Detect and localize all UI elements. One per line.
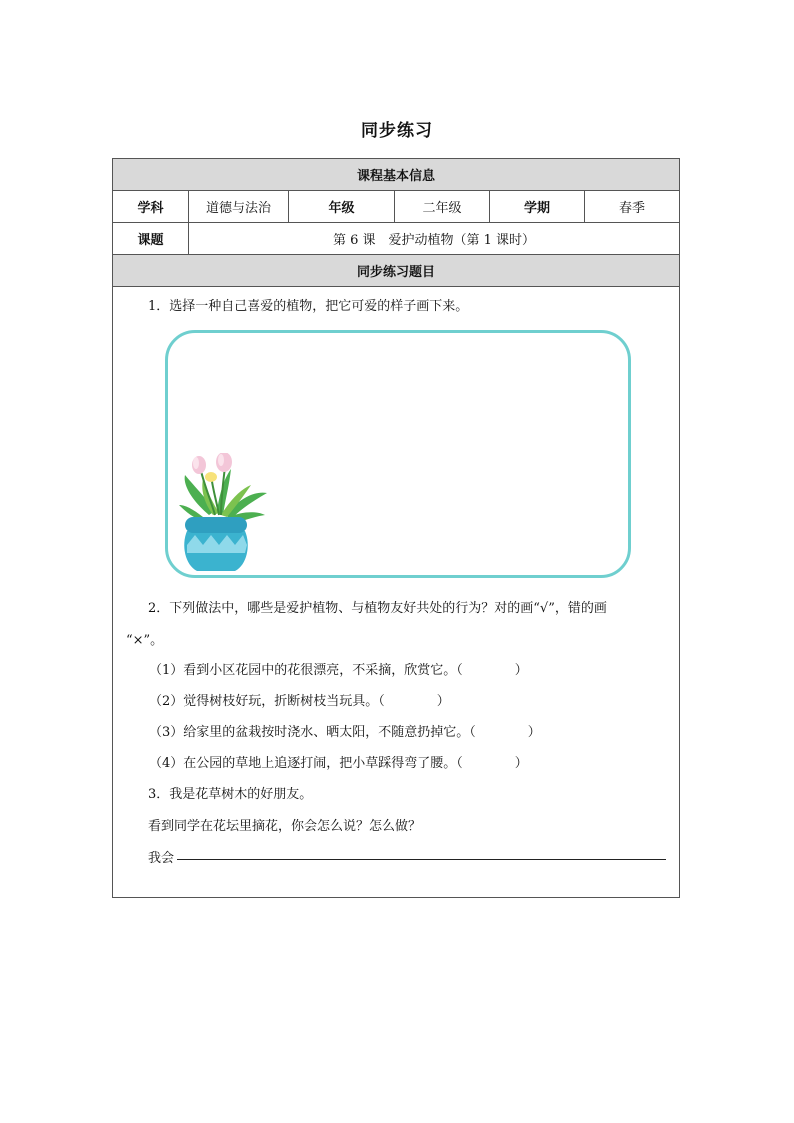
answer-label: 我会 bbox=[148, 851, 175, 866]
exercise-header-row bbox=[113, 255, 679, 287]
question-3-prompt: 看到同学在花坛里摘花，你会怎么说？怎么做？ bbox=[148, 819, 422, 834]
answer-line[interactable] bbox=[177, 859, 666, 860]
exercise-header: 同步练习题目 bbox=[356, 265, 435, 280]
grade-value: 二年级 bbox=[395, 191, 490, 222]
info-header: 课程基本信息 bbox=[356, 169, 435, 184]
subject-value: 道德与法治 bbox=[189, 191, 289, 222]
question-2-item-2: （2）觉得树枝好玩，折断树枝当玩具。（ ） bbox=[149, 694, 450, 709]
info-header-row bbox=[113, 159, 679, 191]
info-row bbox=[113, 191, 679, 223]
subject-label: 学科 bbox=[113, 191, 189, 222]
question-2-line-1: 2．下列做法中，哪些是爱护植物、与植物友好共处的行为？对的画“√”，错的画 bbox=[148, 601, 607, 616]
question-1: 1．选择一种自己喜爱的植物，把它可爱的样子画下来。 bbox=[148, 299, 469, 314]
grade-label: 年级 bbox=[289, 191, 395, 222]
term-value: 春季 bbox=[618, 201, 645, 216]
question-2-item-3: （3）给家里的盆栽按时浇水、晒太阳，不随意扔掉它。（ ） bbox=[149, 725, 541, 740]
term-label: 学期 bbox=[490, 191, 585, 222]
potted-tulip-illustration bbox=[179, 453, 269, 573]
question-2-item-4: （4）在公园的草地上追逐打闹，把小草踩得弯了腰。（ ） bbox=[149, 756, 528, 771]
topic-row bbox=[113, 223, 679, 255]
question-2-item-1: （1）看到小区花园中的花很漂亮，不采摘，欣赏它。（ ） bbox=[149, 663, 528, 678]
worksheet-table bbox=[112, 158, 680, 898]
question-3: 3．我是花草树木的好朋友。 bbox=[148, 787, 313, 802]
topic-value: 第 6 课 爱护动植物（第 1 课时） bbox=[332, 233, 536, 248]
page-title: 同步练习 bbox=[361, 121, 433, 141]
topic-label: 课题 bbox=[113, 223, 189, 254]
question-2-line-2: “×”。 bbox=[126, 633, 164, 648]
